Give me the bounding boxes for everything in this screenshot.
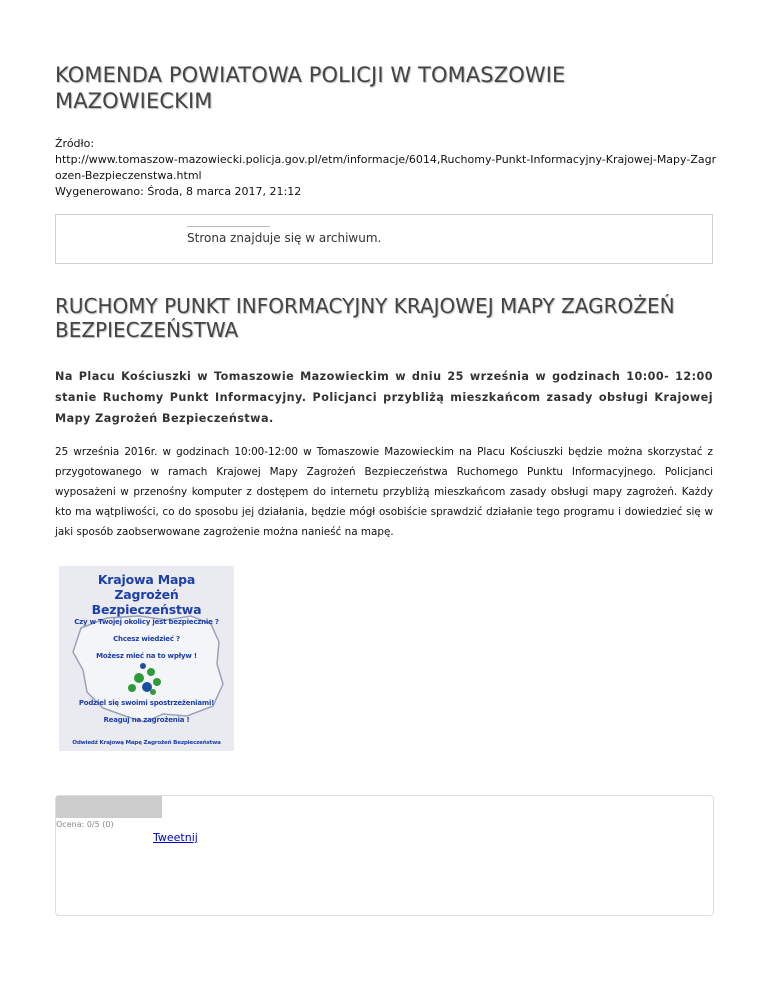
source-info (55, 136, 720, 200)
poster-question-1: Czy w Twojej okolicy jest bezpiecznie ? (74, 618, 219, 626)
site-title: KOMENDA POWIATOWA POLICJI W TOMASZOWIE MAZOWIECKIM (55, 63, 566, 113)
poster-question-2: Chcesz wiedzieć ? (113, 635, 180, 643)
poster-question-3: Możesz mieć na to wpływ ! (96, 652, 197, 660)
source-label: Źródło: (55, 137, 95, 150)
poster-question-4: Podziel się swoimi spostrzeżeniami! (78, 699, 215, 707)
archive-divider (187, 226, 270, 227)
article-lead: Na Placu Kościuszki w Tomaszowie Mazowieckim w dniu 25 września w godzinach 10:00- 12:00 stanie Ruchomy Punkt Informacyjny. Policjanci przybliżą mieszkańcom zasady obsługi Krajowej Mapy Zagrożeń Bezpieczeństwa. (55, 370, 713, 425)
poster-title-line1: Krajowa Mapa (97, 572, 196, 587)
poster-footer: Odwiedź Krajową Mapę Zagrożeń Bezpieczeństwa (72, 740, 221, 746)
poster-title-line2: Zagrożeń Bezpieczeństwa (91, 587, 202, 617)
archive-notice: Strona znajduje się w archiwum. (187, 231, 382, 245)
rating-text: Ocena: 0/5 (0) (56, 820, 114, 829)
article-body: 25 września 2016r. w godzinach 10:00-12:00 w Tomaszowie Mazowieckim na Placu Kościuszki będzie można skorzystać z przygotowanego w ramach Krajowej Mapy Zagrożeń Bezpieczeństwa Ruchomego Punktu Informacyjnego. Policjanci wyposażeni w przenośny komputer z dostępem do internetu przybliżą mieszkańcom zasady obsługi mapy zagrożeń. Każdy kto ma wątpliwości, co do sposobu jej działania, będzie mógł osobiście sprawdzić działanie tego programu i dowiedzieć się w jaki sposób zaobserwowane zagrożenie można nanieść na mapę. (55, 446, 713, 538)
rating-bar[interactable] (56, 796, 162, 818)
source-url: http://www.tomaszow-mazowiecki.policja.gov.pl/etm/informacje/6014,Ruchomy-Punkt-Informacyjny-Krajowej-Mapy-Zagrozen-Bezpieczenstwa.html (55, 153, 717, 182)
article-title: RUCHOMY PUNKT INFORMACYJNY KRAJOWEJ MAPY ZAGROŻEŃ BEZPIECZEŃSTWA (55, 294, 675, 342)
poster-question-5: Reaguj na zagrożenia ! (103, 716, 190, 724)
generated-date: Wygenerowano: Środa, 8 marca 2017, 21:12 (55, 185, 302, 198)
rating-box (55, 795, 714, 916)
poster-image (59, 566, 234, 751)
tweet-link[interactable]: Tweetnij (153, 831, 198, 844)
archive-notice-box (55, 214, 713, 264)
